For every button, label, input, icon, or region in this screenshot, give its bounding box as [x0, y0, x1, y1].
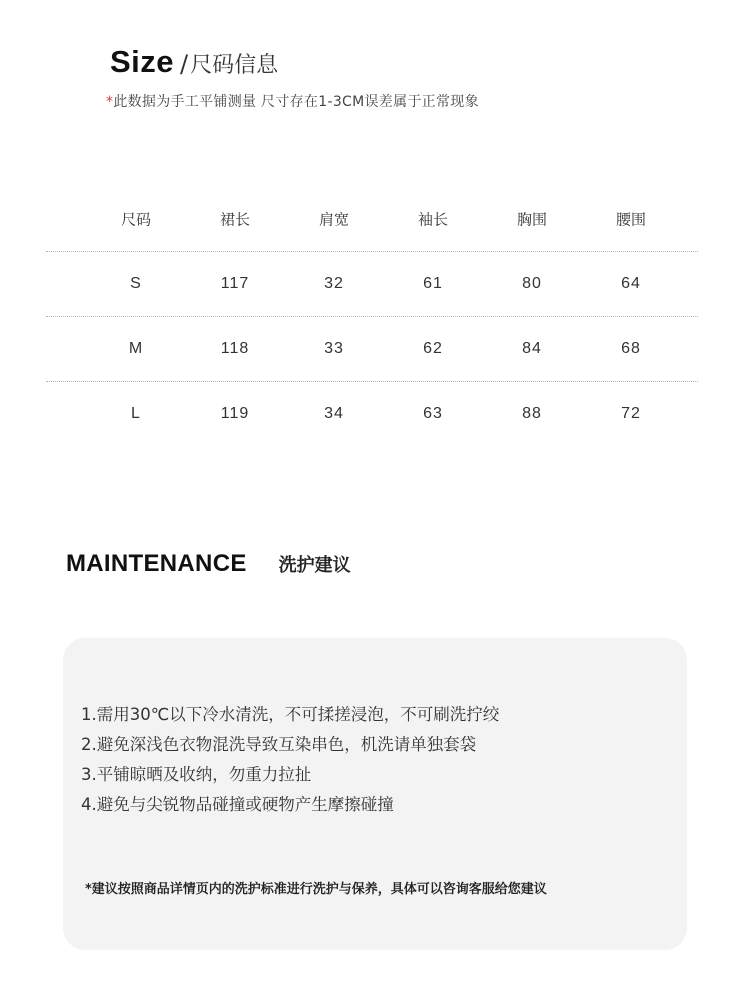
maintenance-title-cn: 洗护建议: [278, 555, 351, 576]
cell-sleeve: 63: [423, 405, 443, 422]
cell-sleeve: 61: [423, 275, 443, 292]
cell-waist: 72: [621, 405, 641, 422]
header-waist: 腰围: [615, 210, 647, 229]
header-sleeve: 袖长: [417, 210, 449, 229]
size-title-slash: /: [180, 50, 189, 78]
cell-size: L: [131, 405, 141, 422]
table-row: [46, 252, 698, 316]
care-item: 3.平铺晾晒及收纳，勿重力拉扯: [81, 765, 312, 784]
note-asterisk: *: [106, 94, 114, 110]
care-list: [81, 700, 499, 820]
cell-length: 117: [220, 275, 250, 292]
cell-waist: 68: [621, 340, 641, 357]
care-item: 1.需用30℃以下冷水清洗，不可揉搓浸泡，不可刷洗拧绞: [81, 705, 500, 724]
cell-length: 119: [220, 405, 250, 422]
maintenance-title-en: MAINTENANCE: [66, 550, 247, 577]
cell-shoulder: 34: [324, 405, 344, 422]
cell-length: 118: [220, 340, 250, 357]
table-header-row: [46, 195, 698, 243]
size-title-cn: 尺码信息: [190, 53, 279, 78]
table-row: [46, 382, 698, 446]
care-footnote: *建议按照商品详情页内的洗护标准进行洗护与保养，具体可以咨询客服给您建议: [85, 882, 547, 897]
note-text: 此数据为手工平铺测量 尺寸存在1-3CM误差属于正常现象: [113, 94, 479, 110]
size-table: [46, 195, 698, 446]
cell-bust: 80: [522, 275, 542, 292]
size-measurement-note: [106, 91, 479, 111]
cell-shoulder: 32: [324, 275, 344, 292]
table-row: [46, 317, 698, 381]
cell-size: S: [130, 275, 142, 292]
cell-bust: 88: [522, 405, 542, 422]
cell-bust: 84: [522, 340, 542, 357]
header-length: 裙长: [219, 210, 251, 229]
size-title-en: Size: [110, 44, 175, 79]
header-shoulder: 肩宽: [318, 210, 350, 229]
header-size: 尺码: [120, 210, 152, 229]
care-instructions-box: [63, 638, 687, 950]
header-bust: 胸围: [516, 210, 548, 229]
size-title: [110, 44, 278, 80]
care-item: 2.避免深浅色衣物混洗导致互染串色，机洗请单独套袋: [81, 735, 477, 754]
maintenance-title: [66, 550, 351, 578]
cell-waist: 64: [621, 275, 641, 292]
cell-shoulder: 33: [324, 340, 344, 357]
care-item: 4.避免与尖锐物品碰撞或硬物产生摩擦碰撞: [81, 795, 394, 814]
cell-size: M: [128, 340, 144, 357]
cell-sleeve: 62: [423, 340, 443, 357]
